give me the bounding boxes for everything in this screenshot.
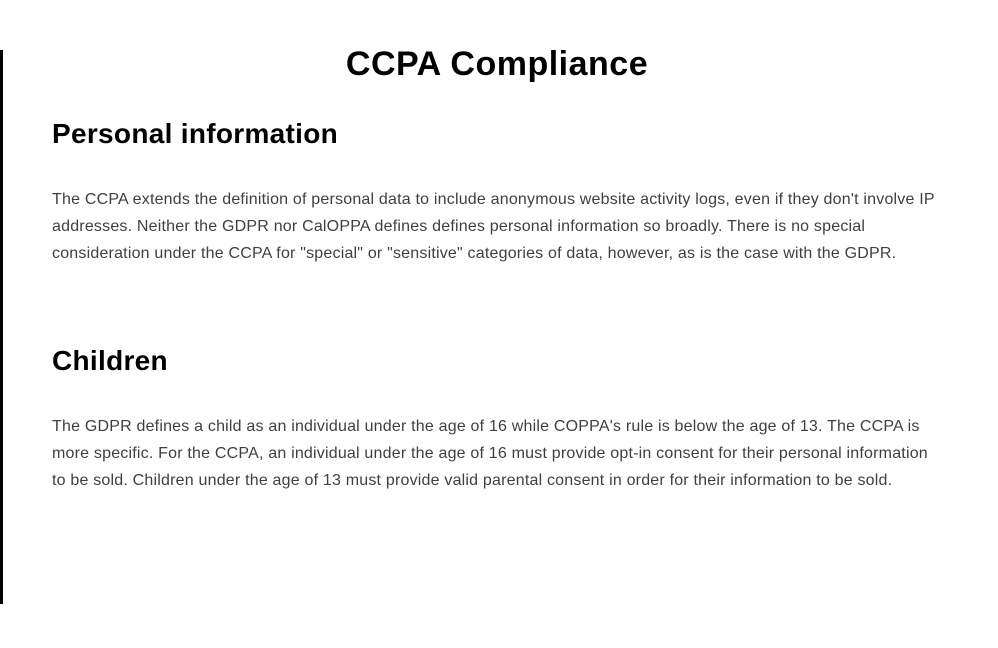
section-body-children: The GDPR defines a child as an individual under the age of 16 while COPPA's rule is below the age of 13. The CCPA is more specific. For the CCPA, an individual under the age of 16 must provide opt-in consent for their personal information to be sold. Children under the age of 13 must provide valid parental consent in order for their information to be sold. xyxy=(52,418,928,489)
left-edge-bar xyxy=(0,50,3,604)
document-page xyxy=(0,44,998,494)
section-personal-information xyxy=(52,118,942,267)
section-body-personal-information: The CCPA extends the definition of personal data to include anonymous website activity logs, even if they don't involve IP addresses. Neither the GDPR nor CalOPPA defines defines personal information so broadly. There is no special consideration under the CCPA for "special" or "sensitive" categories of data, however, as is the case with the GDPR. xyxy=(52,191,935,262)
page-title: CCPA Compliance xyxy=(345,45,649,83)
section-children xyxy=(52,345,942,494)
section-heading-children: Children xyxy=(52,345,168,376)
section-heading-personal-information: Personal information xyxy=(52,118,339,149)
